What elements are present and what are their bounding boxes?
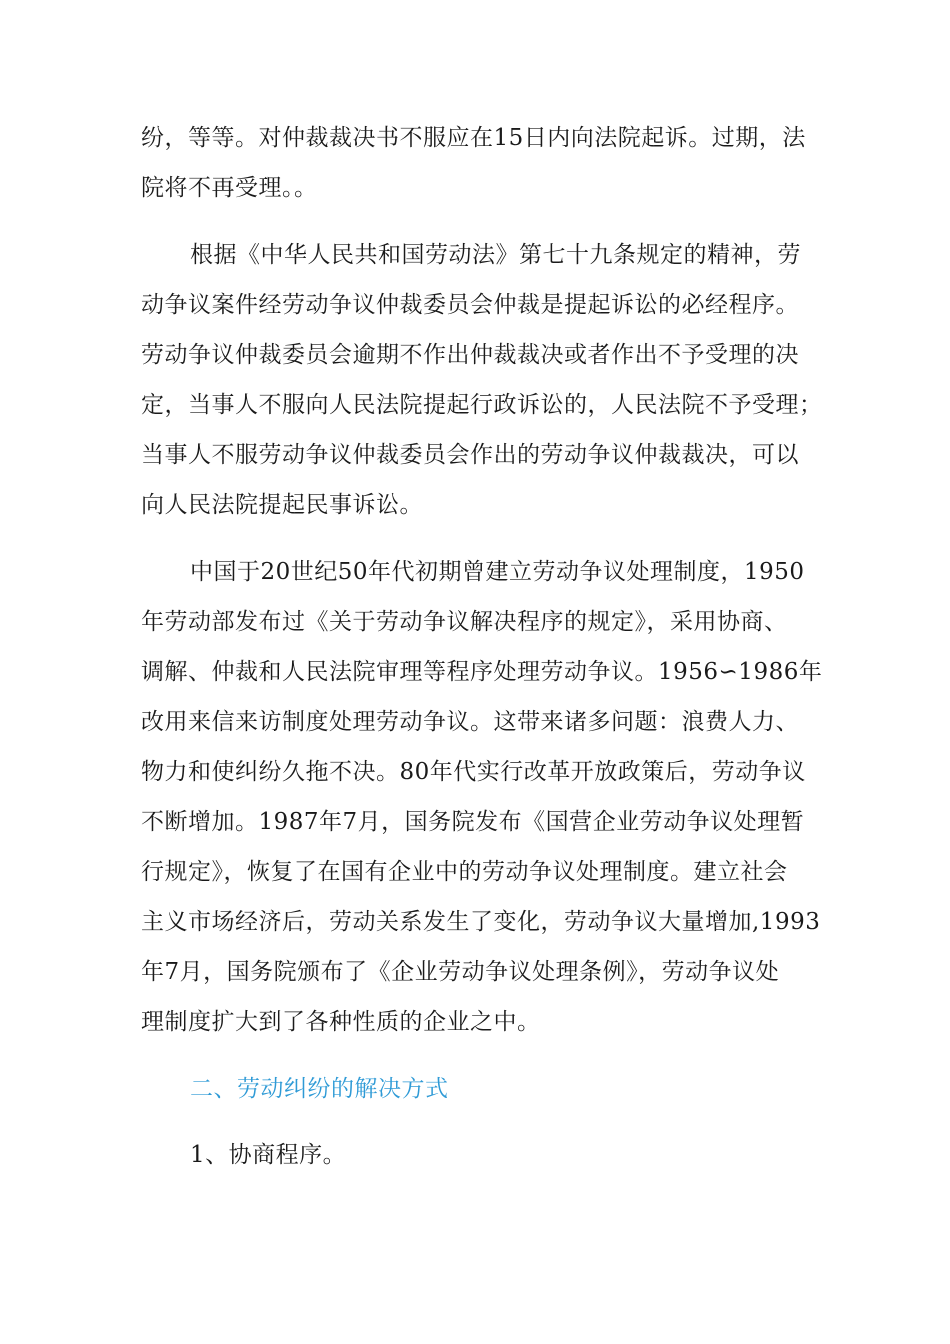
- paragraph-line: 年劳动部发布过《关于劳动争议解决程序的规定》，采用协商、: [141, 609, 788, 635]
- section-heading: 二、劳动纠纷的解决方式: [190, 1076, 449, 1102]
- paragraph-line: 定，当事人不服向人民法院提起行政诉讼的，人民法院不予受理；: [141, 392, 823, 418]
- paragraph-line: 纷，等等。对仲裁裁决书不服应在15日内向法院起诉。过期，法: [141, 125, 806, 151]
- paragraph-line: 不断增加。1987年7月，国务院发布《国营企业劳动争议处理暂: [141, 809, 805, 835]
- paragraph-line: 年7月，国务院颁布了《企业劳动争议处理条例》，劳动争议处: [141, 959, 780, 985]
- paragraph-line: 院将不再受理。。: [141, 175, 318, 201]
- paragraph-line: 劳动争议仲裁委员会逾期不作出仲裁裁决或者作出不予受理的决: [141, 342, 799, 368]
- paragraph-line: 行规定》，恢复了在国有企业中的劳动争议处理制度。建立社会: [141, 859, 788, 885]
- subsection-heading: 1、协商程序。: [190, 1142, 347, 1168]
- paragraph-line: 当事人不服劳动争议仲裁委员会作出的劳动争议仲裁裁决，可以: [141, 442, 799, 468]
- paragraph-line: 物力和使纠纷久拖不决。80年代实行改革开放政策后，劳动争议: [141, 759, 806, 785]
- paragraph-line: 调解、仲裁和人民法院审理等程序处理劳动争议。1956∽1986年: [141, 659, 823, 685]
- paragraph-line: 理制度扩大到了各种性质的企业之中。: [141, 1009, 541, 1035]
- paragraph-line: 主义市场经济后，劳动关系发生了变化，劳动争议大量增加,1993: [141, 909, 821, 935]
- paragraph-line: 中国于20世纪50年代初期曾建立劳动争议处理制度，1950: [190, 559, 805, 585]
- paragraph-line: 动争议案件经劳动争议仲裁委员会仲裁是提起诉讼的必经程序。: [141, 292, 799, 318]
- paragraph-line: 向人民法院提起民事诉讼。: [141, 492, 423, 518]
- paragraph-line: 根据《中华人民共和国劳动法》第七十九条规定的精神，劳: [190, 242, 801, 268]
- paragraph-line: 改用来信来访制度处理劳动争议。这带来诸多问题：浪费人力、: [141, 709, 799, 735]
